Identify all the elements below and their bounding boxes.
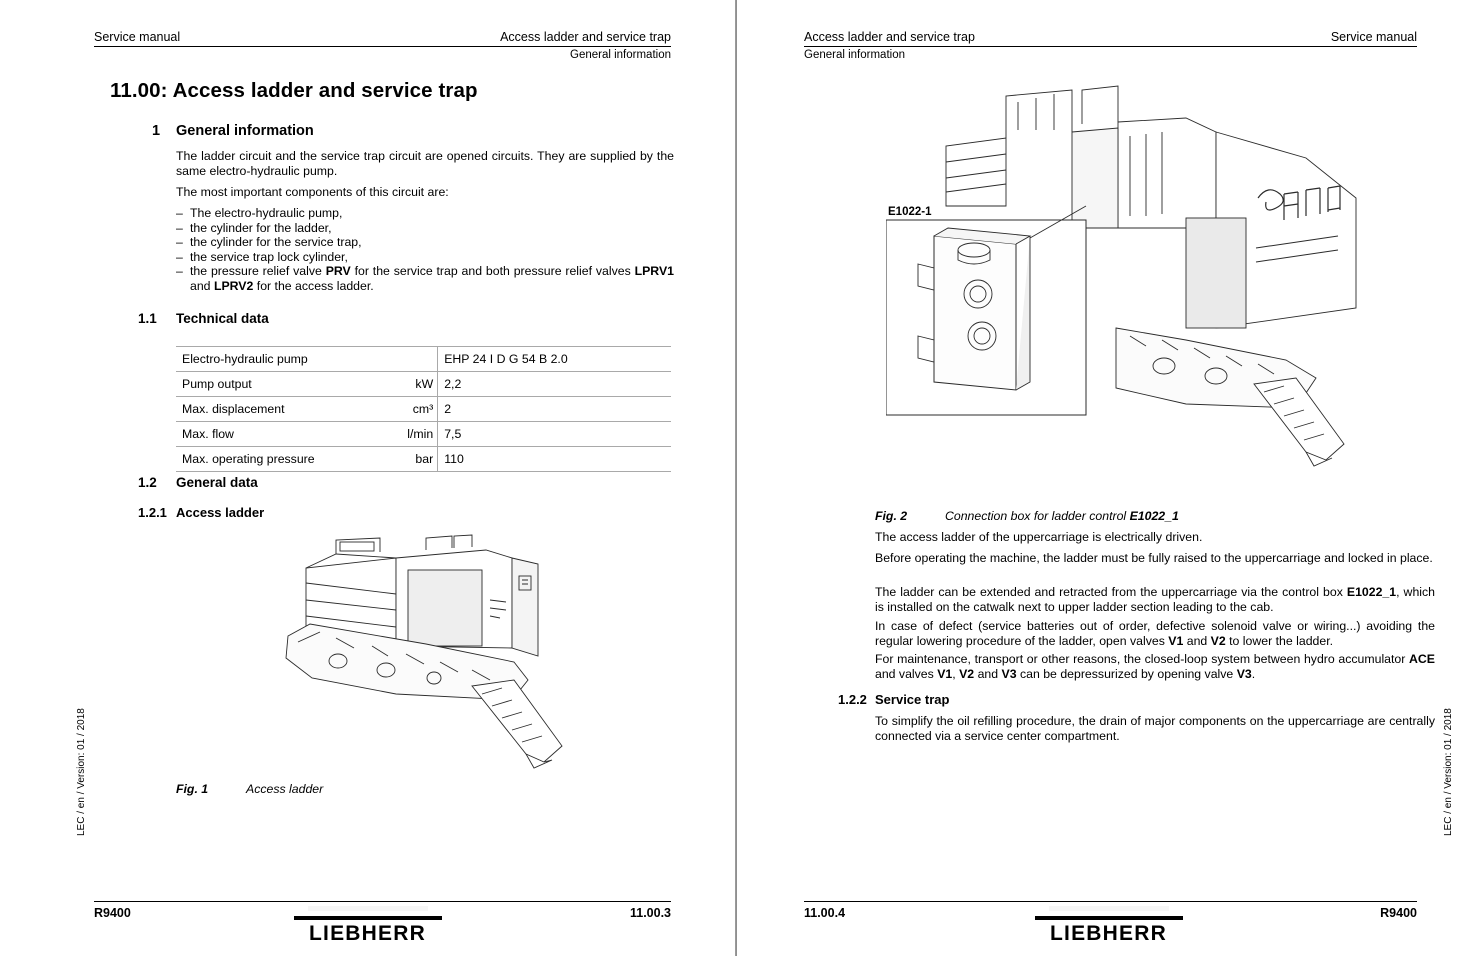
para3-code: E1022_1	[1346, 585, 1397, 599]
page-header-left	[94, 30, 671, 62]
para5-mid3: and	[974, 666, 1002, 681]
cell-label: Pump output	[176, 372, 377, 397]
brand-logo-text: LIEBHERR	[1050, 922, 1167, 945]
figure-2-label: Fig. 2	[875, 509, 908, 523]
footer-ghost-artifact	[0, 906, 735, 916]
table-row	[176, 372, 671, 397]
prv-post: for the access ladder.	[253, 278, 374, 293]
paragraph-intro: The ladder circuit and the service trap circuit are opened circuits. They are supplied by the same electro-hydraulic pump.	[176, 149, 674, 178]
para5-mid: and valves	[875, 666, 938, 681]
cell-value: 2,2	[438, 372, 671, 397]
header-rule	[804, 46, 1417, 47]
list-item: – the cylinder for the ladder,	[176, 221, 674, 236]
list-item: – the service trap lock cylinder,	[176, 250, 674, 265]
header-subtitle: General information	[570, 49, 671, 61]
list-item-text: the service trap lock cylinder,	[190, 249, 348, 264]
figure-connection-box-illustration	[886, 78, 1386, 498]
header-left-text: Service manual	[94, 30, 181, 44]
list-item: – the cylinder for the service trap,	[176, 235, 674, 250]
figure-1-label: Fig. 1	[176, 782, 209, 796]
paragraph-electrically-driven: The access ladder of the uppercarriage is electrically driven.	[875, 530, 1203, 544]
lprv2-code: LPRV2	[213, 278, 254, 293]
paragraph-depressurize	[875, 652, 1435, 681]
table-row	[176, 347, 671, 372]
cell-unit: kW	[377, 372, 438, 397]
cell-unit: cm³	[377, 397, 438, 422]
component-list	[176, 206, 674, 294]
cell-unit: l/min	[377, 422, 438, 447]
figure-callout-label: E1022-1	[888, 206, 932, 218]
footer-right-text: 11.00.3	[629, 906, 671, 920]
subsection-title: General data	[176, 475, 258, 490]
table-row	[176, 447, 671, 472]
page-left	[0, 0, 736, 956]
para5-v3b: V3	[1236, 666, 1252, 681]
header-subtitle: General information	[804, 49, 905, 61]
subsection-title: Service trap	[875, 692, 950, 707]
section-title: General information	[176, 123, 314, 139]
figure-2-code: E1022_1	[1129, 509, 1179, 523]
cell-value: 7,5	[438, 422, 671, 447]
side-version-text: LEC / en / Version: 01 / 2018	[76, 708, 87, 836]
section-heading-general-information	[152, 123, 674, 139]
subsection-technical-data	[138, 311, 674, 326]
page-header-right	[804, 30, 1417, 62]
para5-post: .	[1251, 666, 1256, 681]
para4-v1: V1	[1168, 633, 1184, 648]
footer-rule	[94, 901, 671, 902]
paragraph-defect-case	[875, 619, 1435, 648]
para5-mid2: ,	[952, 666, 960, 681]
section-number: 1	[152, 123, 161, 139]
page-right	[736, 0, 1481, 956]
subsection-number: 1.2.1	[138, 505, 167, 520]
list-item-text: the cylinder for the service trap,	[190, 235, 362, 250]
brand-logo-left	[0, 916, 735, 946]
footer-rule	[804, 901, 1417, 902]
prv-pre: the pressure relief valve	[190, 264, 326, 279]
page-divider	[736, 0, 737, 956]
para4-post: to lower the ladder.	[1225, 633, 1334, 648]
para4-mid: and	[1183, 633, 1211, 648]
figure-access-ladder-illustration	[276, 528, 606, 778]
cell-value: EHP 24 I D G 54 B 2.0	[438, 347, 671, 372]
paragraph-control-box	[875, 585, 1435, 614]
machine-with-connection-box-drawing	[886, 78, 1386, 498]
header-left-text: Access ladder and service trap	[804, 30, 975, 44]
header-right-text: Access ladder and service trap	[500, 30, 671, 44]
brand-logo-right	[736, 916, 1481, 946]
para5-mid4: can be depressurized by opening valve	[1016, 666, 1237, 681]
header-rule	[94, 46, 671, 47]
figure-1-caption	[176, 782, 576, 796]
footer-ghost-artifact	[736, 906, 1481, 916]
footer-left-text: R9400	[94, 906, 131, 920]
technical-data-table	[176, 346, 671, 472]
figure-1-text: Access ladder	[246, 782, 324, 796]
figure-2-text: Connection box for ladder control	[945, 509, 1130, 523]
cell-value: 2	[438, 397, 671, 422]
list-item-text: the cylinder for the ladder,	[190, 220, 332, 235]
paragraph-before-operating: Before operating the machine, the ladder must be fully raised to the uppercarriage and locked in place.	[875, 551, 1433, 565]
page-title: 11.00: Access ladder and service trap	[110, 79, 478, 102]
header-right-text: Service manual	[1330, 30, 1417, 44]
subsection-title: Technical data	[176, 311, 269, 326]
paragraph-components: The most important components of this circuit are:	[176, 185, 449, 199]
para3-pre: The ladder can be extended and retracted from the uppercarriage via the control box	[875, 585, 1347, 599]
table-row	[176, 397, 671, 422]
para4-v2: V2	[1210, 633, 1226, 648]
prv-mid2: and	[190, 278, 214, 293]
footer-right-text: R9400	[1380, 906, 1417, 920]
prv-mid: for the service trap and both pressure relief valves	[350, 264, 635, 279]
side-version-text: LEC / en / Version: 01 / 2018	[1443, 708, 1454, 836]
subsection-number: 1.2	[138, 475, 157, 490]
excavator-drawing	[276, 528, 606, 778]
subsection-access-ladder	[138, 505, 674, 520]
para3-post: , which is installed on the catwalk next to upper ladder section leading to the cab.	[875, 585, 1435, 614]
para5-pre: For maintenance, transport or other reasons, the closed-loop system between hydro accumulator	[875, 652, 1410, 666]
figure-2-caption	[875, 509, 1435, 523]
cell-label: Electro-hydraulic pump	[176, 347, 377, 372]
brand-logo-text: LIEBHERR	[309, 922, 426, 945]
para4-pre: In case of defect (service batteries out of order, defective solenoid valve or wiring...) avoiding the regular lowering procedure of the ladder, open valves	[875, 619, 1435, 648]
cell-unit: bar	[377, 447, 438, 472]
cell-value: 110	[438, 447, 671, 472]
table-row	[176, 422, 671, 447]
list-item-prv: – the pressure relief valve PRV for the service trap and both pressure relief valves LPRV1 and LPRV2 for the access ladder.	[176, 264, 674, 293]
subsection-number: 1.2.2	[838, 692, 867, 707]
list-item-text: The electro-hydraulic pump,	[190, 206, 343, 220]
para5-ace: ACE	[1409, 652, 1435, 666]
footer-left-text: 11.00.4	[804, 906, 846, 920]
prv-code: PRV	[325, 264, 351, 279]
paragraph-service-trap: To simplify the oil refilling procedure, the drain of major components on the uppercarriage are centrally connected via a service center compartment.	[875, 714, 1435, 743]
para5-v2: V2	[959, 666, 975, 681]
cell-label: Max. displacement	[176, 397, 377, 422]
para5-v1: V1	[937, 666, 953, 681]
subsection-service-trap	[838, 692, 1435, 707]
para5-v3: V3	[1001, 666, 1017, 681]
subsection-title: Access ladder	[176, 505, 265, 520]
subsection-number: 1.1	[138, 311, 157, 326]
cell-unit	[377, 347, 438, 372]
cell-label: Max. operating pressure	[176, 447, 377, 472]
subsection-general-data	[138, 475, 674, 490]
list-item: – The electro-hydraulic pump,	[176, 206, 674, 221]
lprv1-code: LPRV1	[634, 264, 674, 279]
cell-label: Max. flow	[176, 422, 377, 447]
